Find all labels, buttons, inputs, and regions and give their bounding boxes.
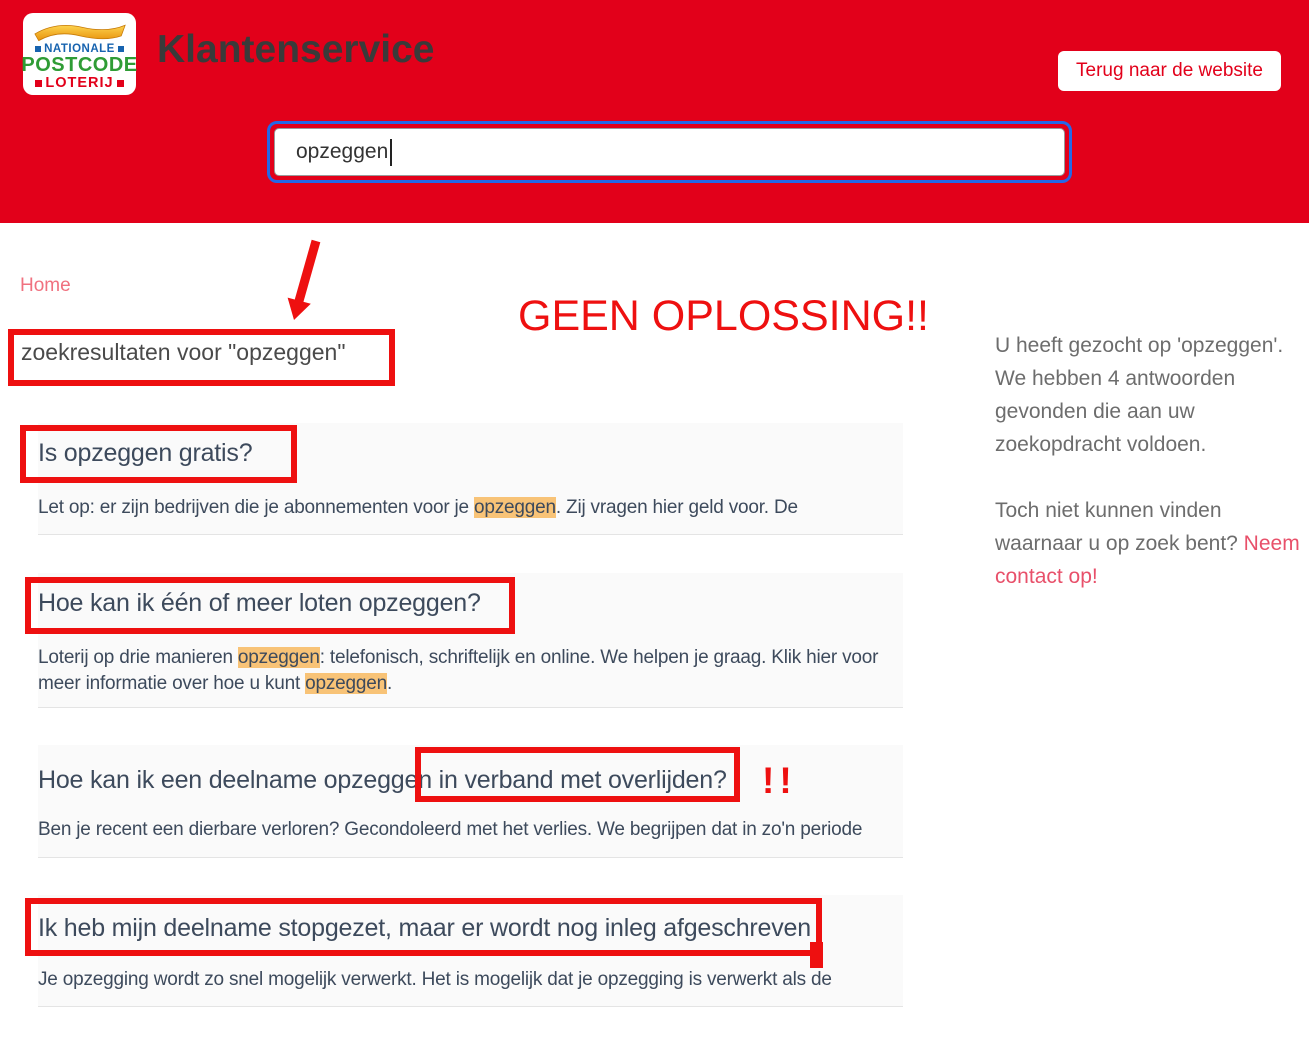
search-input-value: opzeggen — [296, 140, 389, 163]
result-snippet: Loterij op drie manieren opzeggen: telefonisch, schriftelijk en online. We helpen je graag. Klik hier voor meer informatie over hoe u kunt opzeggen. — [38, 647, 879, 694]
search-result-card — [38, 895, 903, 1007]
search-result-card — [38, 745, 903, 858]
logo-text-loterij: LOTERIJ — [35, 76, 123, 91]
text-cursor — [390, 139, 392, 166]
breadcrumb-home-link[interactable]: Home — [20, 275, 71, 296]
result-title-link[interactable]: Hoe kan ik één of meer loten opzeggen? — [38, 589, 481, 617]
search-result-card — [38, 423, 903, 535]
search-box-focus-ring — [267, 121, 1072, 183]
result-snippet: Je opzegging wordt zo snel mogelijk verwerkt. Het is mogelijk dat je opzegging is verwerkt als de — [38, 969, 832, 990]
logo-text-nationale: NATIONALE — [35, 43, 124, 55]
back-to-website-button[interactable]: Terug naar de website — [1058, 51, 1281, 91]
result-title-link[interactable]: Hoe kan ik een deelname opzeggen in verband met overlijden? — [38, 766, 727, 794]
header — [0, 0, 1309, 223]
result-snippet: Let op: er zijn bedrijven die je abonnementen voor je opzeggen. Zij vragen hier geld voor. De — [38, 497, 798, 518]
results-heading: zoekresultaten voor "opzeggen" — [21, 339, 346, 365]
contact-link[interactable]: Neem contact op! — [995, 532, 1300, 588]
search-input[interactable] — [274, 128, 1065, 176]
annotation-no-solution-text: GEEN OPLOSSING!! — [518, 292, 929, 340]
search-summary-text: U heeft gezocht op 'opzeggen'. We hebben 4 antwoorden gevonden die aan uw zoekopdracht voldoen. — [995, 334, 1284, 456]
postcode-loterij-logo[interactable] — [23, 13, 136, 95]
search-summary-sidebar — [995, 329, 1307, 593]
page-title: Klantenservice — [157, 28, 435, 71]
result-title-link[interactable]: Ik heb mijn deelname stopgezet, maar er wordt nog inleg afgeschreven — [38, 914, 811, 942]
search-result-card — [38, 573, 903, 708]
logo-ribbon-icon — [32, 19, 128, 45]
logo-text-postcode: POSTCODE — [21, 53, 138, 76]
result-snippet: Ben je recent een dierbare verloren? Gecondoleerd met het verlies. We begrijpen dat in zo'n periode — [38, 819, 863, 840]
annotation-exclamation-text: !! — [762, 760, 797, 801]
result-title-link[interactable]: Is opzeggen gratis? — [38, 439, 253, 467]
not-found-text: Toch niet kunnen vinden waarnaar u op zoek bent? Neem contact op! — [995, 499, 1300, 588]
annotation-arrow-icon — [280, 233, 325, 328]
